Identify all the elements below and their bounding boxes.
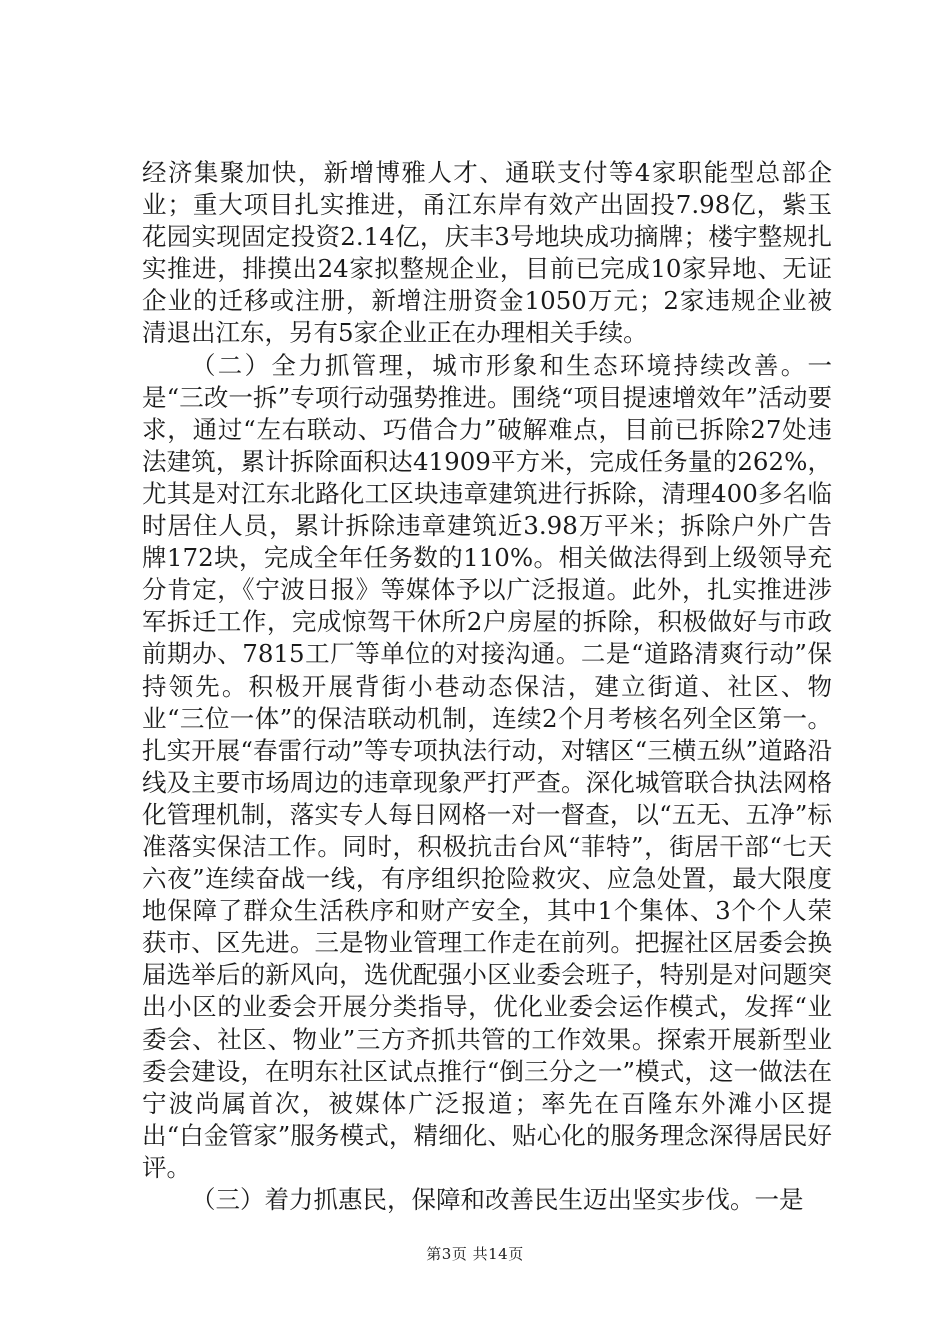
paragraph-3: （三）着力抓惠民，保障和改善民生迈出坚实步伐。一是 xyxy=(191,1185,804,1214)
paragraph-2: （二）全力抓管理，城市形象和生态环境持续改善。一是“三改一拆”专项行动强势推进。围绕“项目提速增效年”活动要求，通过“左右联动、巧借合力”破解难点，目前已拆除27处违法建筑，累计拆除面积达41909平方米，完成任务量的262%，尤其是对江东北路化工区块违章建筑进行拆除，清理400多名临时居住人员，累计拆除违章建筑近3.98万平米；拆除户外广告牌172块，完成全年任务数的110%。相关做法得到上级领导充分肯定，《宁波日报》等媒体予以广泛报道。此外，扎实推进涉军拆迁工作，完成惊驾干休所2户房屋的拆除，积极做好与市政前期办、7815工厂等单位的对接沟通。二是“道路清爽行动”保持领先。积极开展背街小巷动态保洁，建立街道、社区、物业“三位一体”的保洁联动机制，连续2个月考核名列全区第一。扎实开展“春雷行动”等专项执法行动，对辖区“三横五纵”道路沿线及主要市场周边的违章现象严打严查。深化城管联合执法网格化管理机制，落实专人每日网格一对一督查，以“五无、五净”标准落实保洁工作。同时，积极抗击台风“菲特”，街居干部“七天六夜”连续奋战一线，有序组织抢险救灾、应急处置，最大限度地保障了群众生活秩序和财产安全，其中1个集体、3个个人荣获市、区先进。三是物业管理工作走在前列。把握社区居委会换届选举后的新风向，选优配强小区业委会班子，特别是对问题突出小区的业委会开展分类指导，优化业委会运作模式，发挥“业委会、社区、物业”三方齐抓共管的工作效果。探索开展新型业委会建设，在明东社区试点推行“倒三分之一”模式，这一做法在宁波尚属首次，被媒体广泛报道；率先在百隆东外滩小区提出“白金管家”服务模式，精细化、贴心化的服务理念深得居民好评。 xyxy=(142,350,832,1182)
paragraph-1: 经济集聚加快，新增博雅人才、通联支付等4家职能型总部企业；重大项目扎实推进，甬江东岸有效产出固投7.98亿，紫玉花园实现固定投资2.14亿，庆丰3号地块成功摘牌；楼宇整规扎实推进，排摸出24家拟整规企业，目前已完成10家异地、无证企业的迁移或注册，新增注册资金1050万元；2家违规企业被清退出江东，另有5家企业正在办理相关手续。 xyxy=(142,158,832,348)
document-body xyxy=(142,157,832,1216)
page-footer: 第3页 共14页 xyxy=(426,1245,524,1263)
